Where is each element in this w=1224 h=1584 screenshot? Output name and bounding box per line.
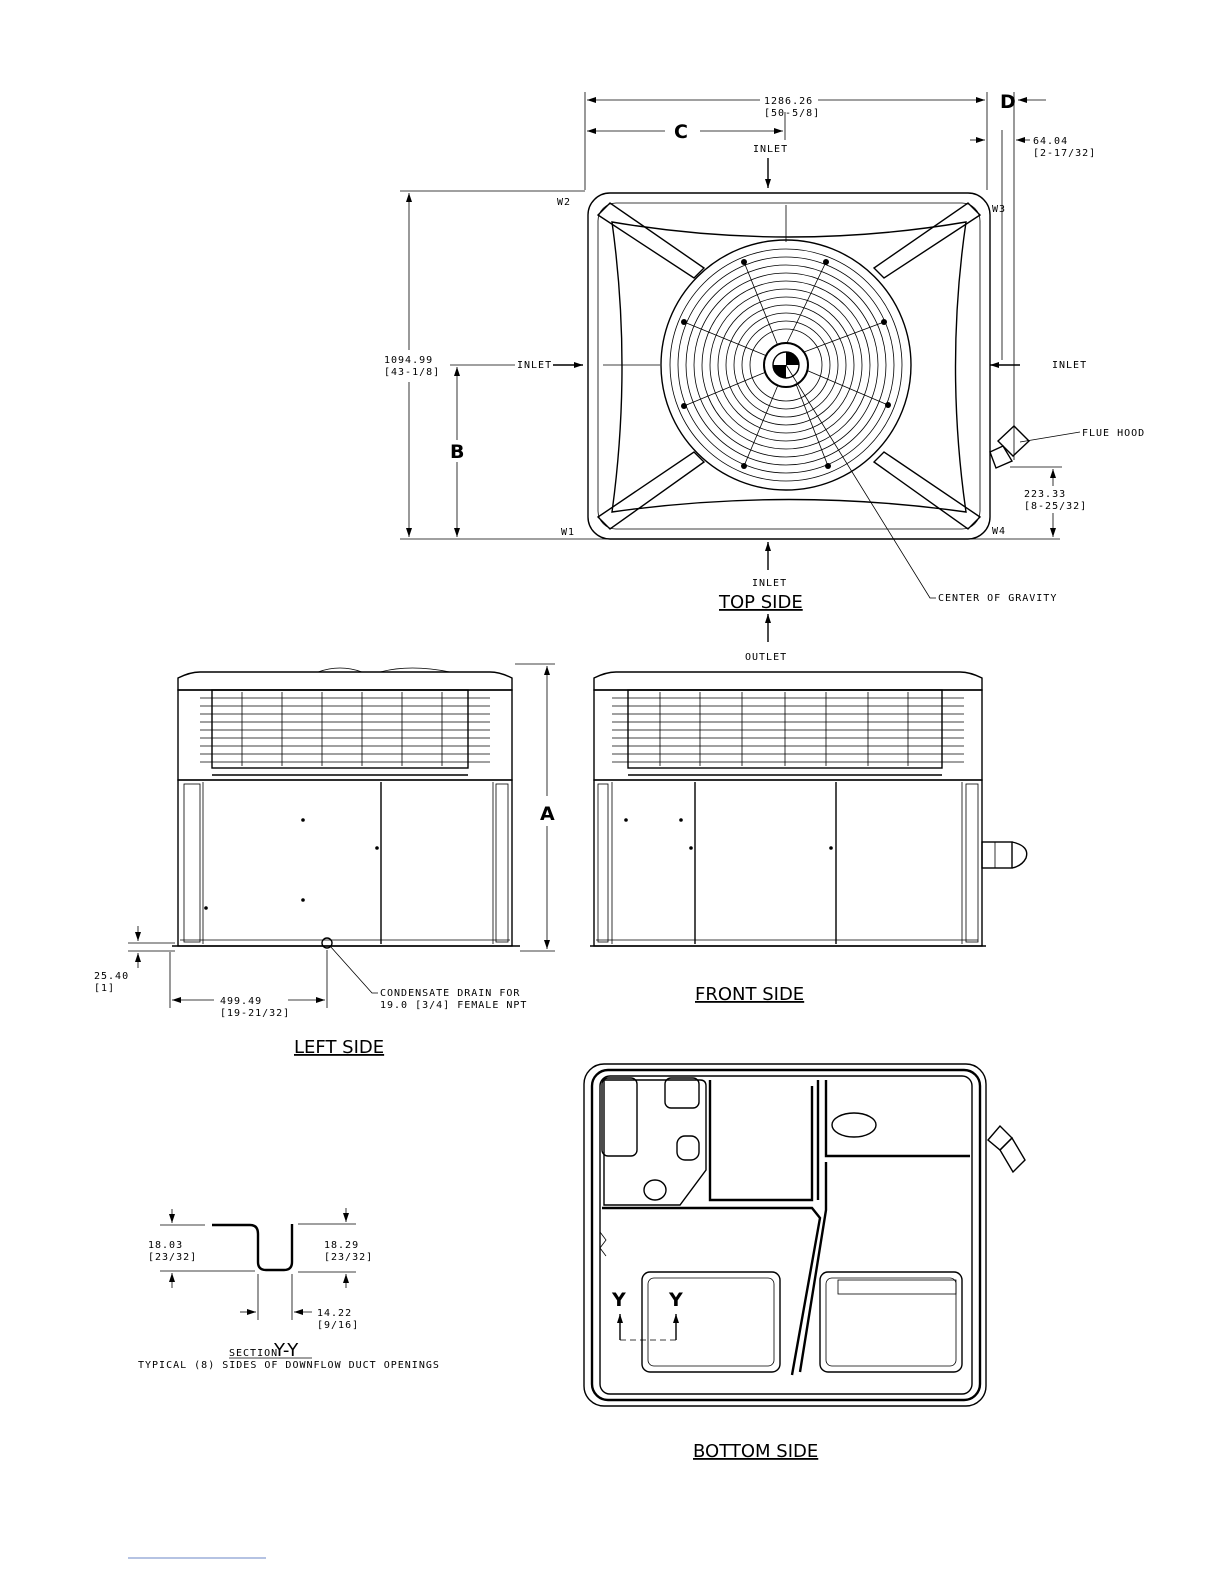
corner-w2: W2 xyxy=(557,197,572,208)
left-grille xyxy=(200,692,490,766)
dim-b: B xyxy=(450,441,465,463)
dim-c: C xyxy=(674,121,688,143)
overall-depth-dim-inch: [43-1/8] xyxy=(384,367,441,378)
inlet-label-bottom: INLET xyxy=(752,578,788,589)
bottom-flue-hood xyxy=(988,1126,1025,1172)
dim-a: A xyxy=(540,803,555,825)
flue-offset-dim-inch: [8-25/32] xyxy=(1024,501,1088,512)
section-dim-bottom: 14.22 xyxy=(317,1308,353,1319)
overall-width-dim-inch: [50-5/8] xyxy=(764,108,821,119)
left-view xyxy=(94,664,555,1058)
condensate-label-1: CONDENSATE DRAIN FOR xyxy=(380,988,521,999)
section-y-y xyxy=(138,1208,440,1371)
section-dim-bottom-inch: [9/16] xyxy=(317,1320,360,1331)
section-dim-right-inch: [23/32] xyxy=(324,1252,374,1263)
flue-offset-dim: 223.33 xyxy=(1024,489,1067,500)
flue-pipe xyxy=(982,842,1027,868)
base-height-dim: 25.40 xyxy=(94,971,130,982)
section-dim-right: 18.29 xyxy=(324,1240,360,1251)
inlet-label-left: INLET xyxy=(517,360,553,371)
front-grille xyxy=(612,692,964,766)
section-mark-left: Y xyxy=(612,1289,626,1311)
condensate-label-2: 19.0 [3/4] FEMALE NPT xyxy=(380,1000,528,1011)
flue-hood xyxy=(990,426,1029,468)
corner-w1: W1 xyxy=(561,527,576,538)
section-dim-left-inch: [23/32] xyxy=(148,1252,198,1263)
overall-width-dim: 1286.26 xyxy=(764,96,814,107)
front-view-title: FRONT SIDE xyxy=(695,984,805,1005)
top-view-title: TOP SIDE xyxy=(719,592,803,613)
section-mark-right: Y xyxy=(669,1289,683,1311)
section-dim-left: 18.03 xyxy=(148,1240,184,1251)
drain-offset-dim-inch: [19-21/32] xyxy=(220,1008,291,1019)
top-view xyxy=(384,91,1145,663)
flue-hood-label: FLUE HOOD xyxy=(1082,428,1146,439)
inlet-label-top: INLET xyxy=(753,144,789,155)
section-name: Y-Y xyxy=(274,1340,299,1361)
front-view xyxy=(590,672,1027,1005)
overall-depth-dim: 1094.99 xyxy=(384,355,434,366)
left-view-title: LEFT SIDE xyxy=(294,1037,385,1058)
offset-right-dim: 64.04 xyxy=(1033,136,1069,147)
section-note: TYPICAL (8) SIDES OF DOWNFLOW DUCT OPENINGS xyxy=(138,1360,440,1371)
bottom-view xyxy=(584,1064,1025,1462)
corner-w4: W4 xyxy=(992,526,1007,537)
dim-d: D xyxy=(1000,91,1016,113)
cg-label: CENTER OF GRAVITY xyxy=(938,593,1058,604)
base-height-dim-inch: [1] xyxy=(94,983,116,994)
drain-offset-dim: 499.49 xyxy=(220,996,263,1007)
inlet-label-right: INLET xyxy=(1052,360,1088,371)
corner-w3: W3 xyxy=(992,204,1007,215)
outlet-label: OUTLET xyxy=(745,652,788,663)
section-prefix: SECTION xyxy=(229,1348,279,1359)
bottom-view-title: BOTTOM SIDE xyxy=(693,1441,819,1462)
offset-right-dim-inch: [2-17/32] xyxy=(1033,148,1097,159)
